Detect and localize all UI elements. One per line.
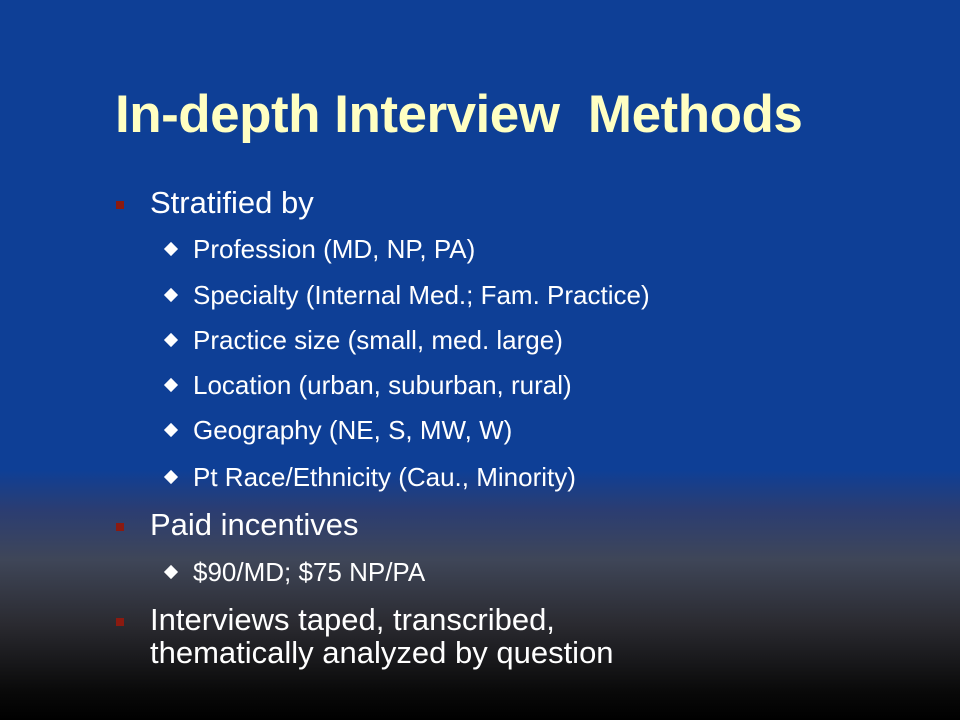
diamond-bullet-icon: [164, 565, 178, 579]
sub-bullet-item-specialty: [193, 280, 650, 310]
square-bullet-icon: [116, 618, 124, 626]
bullet-item-incentives: [150, 508, 359, 541]
sub-bullet-item-race-ethnicity: [193, 462, 576, 492]
sub-bullet-text: Location (urban, suburban, rural): [193, 370, 572, 400]
diamond-bullet-icon: [164, 423, 178, 437]
square-bullet-icon: [116, 201, 124, 209]
bullet-item-stratified: [150, 186, 314, 219]
bullet-text: Stratified by: [150, 185, 314, 220]
diamond-bullet-icon: [164, 242, 178, 256]
bullet-text-line1: Interviews taped, transcribed,: [150, 602, 555, 637]
sub-bullet-text: Specialty (Internal Med.; Fam. Practice): [193, 280, 650, 310]
sub-bullet-text: $90/MD; $75 NP/PA: [193, 557, 426, 587]
sub-bullet-text: Geography (NE, S, MW, W): [193, 415, 513, 445]
diamond-bullet-icon: [164, 470, 178, 484]
diamond-bullet-icon: [164, 378, 178, 392]
sub-bullet-item-geography: [193, 415, 512, 445]
sub-bullet-item-location: [193, 370, 572, 400]
sub-bullet-text: Profession (MD, NP, PA): [193, 234, 476, 264]
sub-bullet-item-payment: [193, 557, 425, 587]
bullet-text: Paid incentives: [150, 507, 359, 542]
sub-bullet-text: Pt Race/Ethnicity (Cau., Minority): [193, 462, 576, 492]
sub-bullet-item-practice-size: [193, 325, 563, 355]
slide-title: In-depth Interview Methods: [115, 85, 803, 144]
bullet-item-interviews: [150, 603, 614, 669]
bullet-text-line2: thematically analyzed by question: [150, 635, 614, 670]
sub-bullet-text: Practice size (small, med. large): [193, 325, 563, 355]
sub-bullet-item-profession: [193, 234, 475, 264]
square-bullet-icon: [116, 523, 124, 531]
diamond-bullet-icon: [164, 333, 178, 347]
diamond-bullet-icon: [164, 288, 178, 302]
